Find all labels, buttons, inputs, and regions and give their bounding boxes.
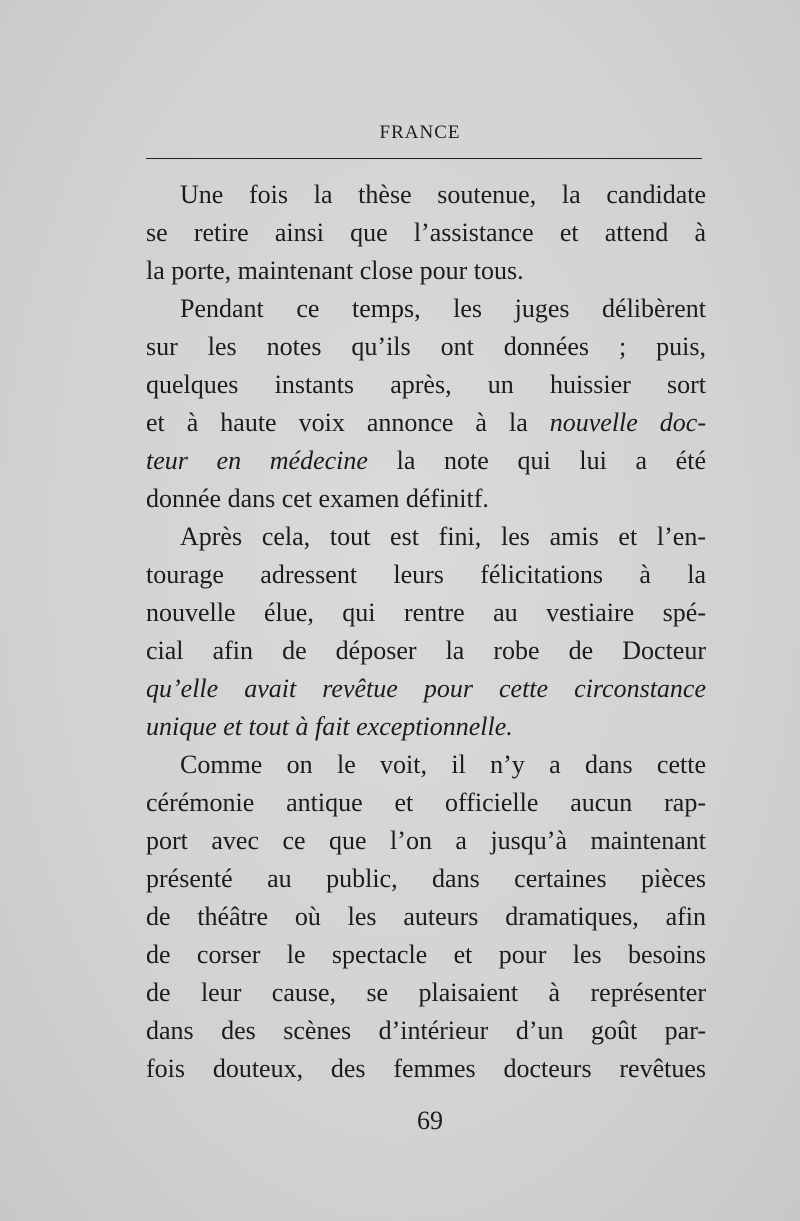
body-text — [146, 176, 706, 1088]
text-line: qu’elle avait revêtue pour cette circonstance — [146, 674, 706, 703]
text-line: Comme on le voit, il n’y a dans cette — [180, 750, 706, 779]
text-line: de théâtre où les auteurs dramatiques, afin — [146, 902, 706, 931]
header-rule — [146, 158, 702, 159]
text-line — [146, 404, 706, 442]
text-line: fois douteux, des femmes docteurs revêtues — [146, 1054, 706, 1083]
text-line: tourage adressent leurs félicitations à la — [146, 560, 706, 589]
text-segment: la note qui lui a été — [367, 446, 706, 475]
text-line: dans des scènes d’intérieur d’un goût par- — [146, 1016, 706, 1045]
text-line: la porte, maintenant close pour tous. — [146, 256, 524, 285]
text-line: cérémonie antique et officielle aucun rap- — [146, 788, 706, 817]
text-line: quelques instants après, un huissier sort — [146, 370, 706, 399]
page-number: 69 — [417, 1106, 443, 1135]
text-line: de corser le spectacle et pour les besoins — [146, 940, 706, 969]
text-line: cial afin de déposer la robe de Docteur — [146, 636, 706, 665]
text-segment: et à haute voix annonce à la — [146, 408, 550, 437]
text-line: Après cela, tout est fini, les amis et l’en- — [180, 522, 706, 551]
text-line: Une fois la thèse soutenue, la candidate — [180, 180, 706, 209]
text-line: nouvelle élue, qui rentre au vestiaire spé- — [146, 598, 706, 627]
text-line: sur les notes qu’ils ont données ; puis, — [146, 332, 706, 361]
text-line: donnée dans cet examen définitf. — [146, 484, 489, 513]
text-line — [146, 442, 706, 480]
running-head: FRANCE — [379, 122, 461, 143]
text-line: port avec ce que l’on a jusqu’à maintenant — [146, 826, 706, 855]
text-line: se retire ainsi que l’assistance et attend à — [146, 218, 706, 247]
italic-text: nouvelle doc- — [549, 408, 706, 437]
text-line: Pendant ce temps, les juges délibèrent — [180, 294, 706, 323]
text-line: de leur cause, se plaisaient à représenter — [146, 978, 706, 1007]
italic-text: teur en médecine — [146, 446, 368, 475]
text-line: présenté au public, dans certaines pièces — [146, 864, 706, 893]
text-line: unique et tout à fait exceptionnelle. — [146, 712, 513, 741]
